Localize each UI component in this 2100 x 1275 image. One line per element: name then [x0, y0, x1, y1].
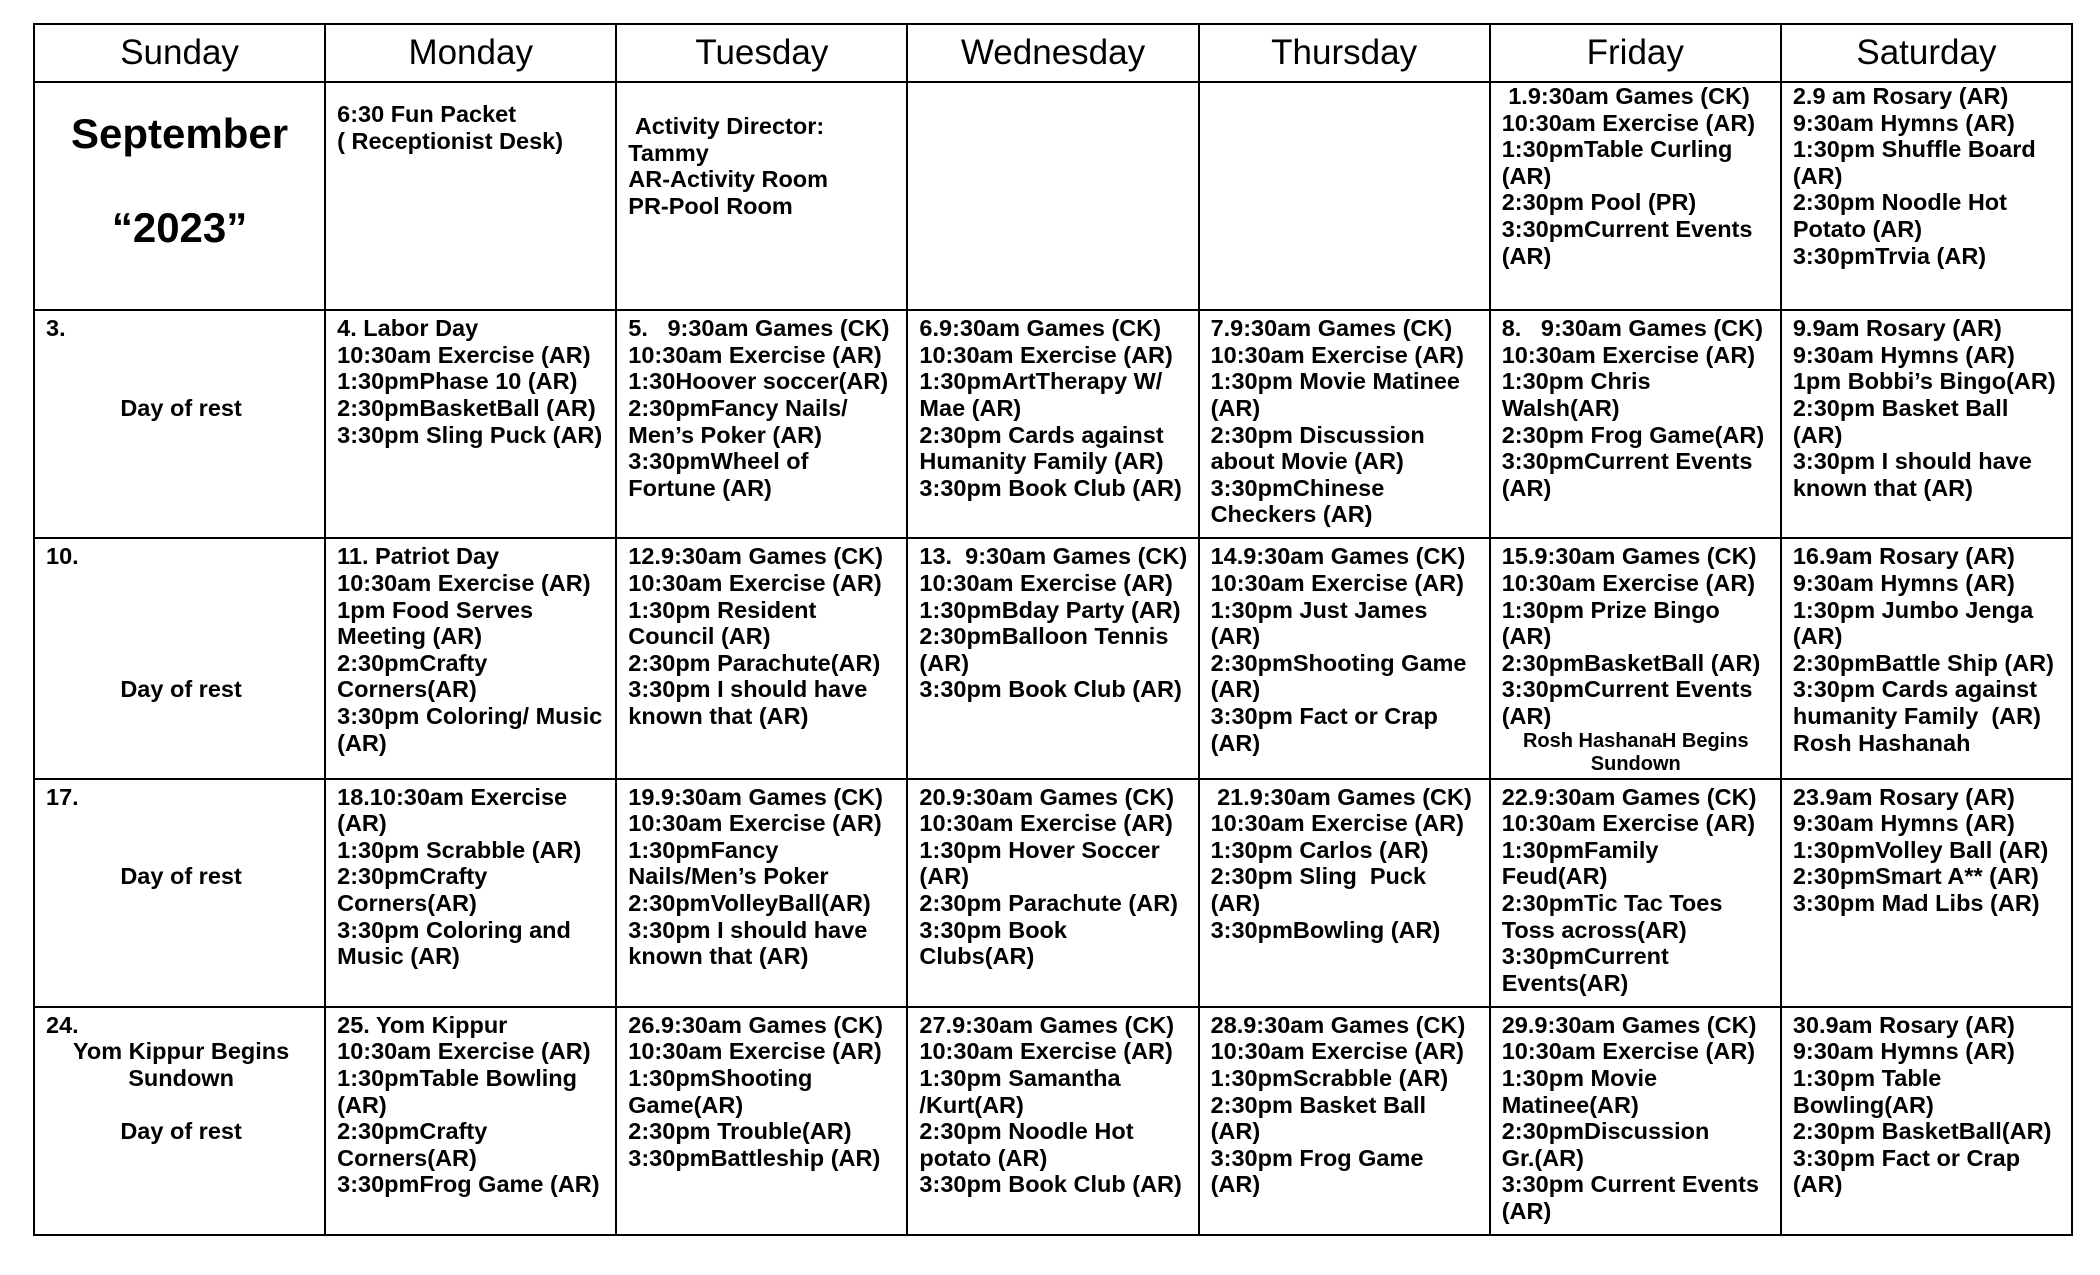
activity-line: 3:30pm I should have: [628, 916, 868, 943]
activity-line: 10:30am Exercise (AR): [919, 1038, 1173, 1065]
day-cell-content: [1200, 539, 1489, 756]
calendar-table: [33, 23, 2073, 1236]
day-cell-friday: [1490, 1007, 1781, 1235]
holiday-note: Sundown: [128, 1064, 234, 1091]
activity-line: 10:30am Exercise (AR): [337, 341, 591, 368]
header-wednesday: Wednesday: [907, 24, 1198, 82]
activity-line: (AR): [337, 1091, 387, 1118]
activity-line: 1:30pm Hover Soccer: [919, 836, 1160, 863]
day-cell-content: [617, 780, 906, 970]
day-cell-monday: [325, 538, 616, 778]
activity-line: 20.9:30am Games (CK): [919, 783, 1175, 810]
day-cell-content: [617, 311, 906, 501]
activity-line: 27.9:30am Games (CK): [919, 1011, 1175, 1038]
header-saturday: Saturday: [1781, 24, 2072, 82]
activity-line: 3:30pm Book Club (AR): [919, 676, 1182, 703]
holiday-note: Sundown: [1590, 752, 1681, 775]
activity-line: 10:30am Exercise (AR): [628, 1038, 882, 1065]
activity-line: 1:30Hoover soccer(AR): [628, 368, 889, 395]
day-cell-friday: [1490, 82, 1781, 310]
activity-line: Bowling(AR): [1792, 1091, 1934, 1118]
activity-line: 2:30pmCrafty: [337, 649, 488, 676]
activity-line: 30.9am Rosary (AR): [1792, 1011, 2015, 1038]
day-cell-content: [326, 83, 615, 154]
activity-line: 2:30pmCrafty: [337, 863, 488, 890]
activity-line: 1:30pm Resident: [628, 596, 817, 623]
activity-line: (AR): [1501, 623, 1552, 650]
activity-line: (AR): [337, 729, 387, 756]
day-cell-tuesday: [616, 1007, 907, 1235]
activity-line: 3:30pm Coloring and: [337, 916, 571, 943]
activity-line: 2:30pm Sling Puck (AR): [1210, 863, 1433, 916]
sunday-cell: [34, 779, 325, 1007]
day-cell-content: [1782, 83, 2071, 269]
activity-line: Gr.(AR): [1501, 1144, 1584, 1171]
activity-line: /Kurt(AR): [919, 1091, 1024, 1118]
day-cell-content: [1491, 539, 1780, 775]
day-cell-monday: [325, 1007, 616, 1235]
activity-line: (AR): [1501, 702, 1552, 729]
sunday-cell-content: [35, 780, 324, 1006]
activity-line: (AR): [1792, 162, 1843, 189]
activity-line: 10:30am Exercise (AR): [1501, 810, 1756, 837]
activity-line: Nails/Men’s Poker: [628, 863, 829, 890]
day-cell-tuesday: [616, 82, 907, 310]
activity-line: 1:30pm Movie Matinee: [1210, 368, 1460, 395]
header-monday: Monday: [325, 24, 616, 82]
activity-line: 9.9am Rosary (AR): [1792, 315, 2002, 342]
activity-line: 2:30pmVolleyBall(AR): [628, 889, 871, 916]
activity-line: 8. 9:30am Games (CK): [1501, 315, 1763, 342]
calendar-month-title: September: [71, 110, 289, 157]
activity-line: 2:30pm Discussion: [1210, 421, 1425, 448]
activity-line: (AR): [1792, 623, 1843, 650]
activity-line: 10:30am Exercise (AR): [1501, 109, 1756, 136]
activity-line: known that (AR): [1792, 474, 1973, 501]
activity-line: 2:30pmDiscussion: [1501, 1118, 1710, 1145]
day-cell-content: [1782, 780, 2071, 917]
day-cell-thursday: [1199, 538, 1490, 778]
day-cell-content: [1200, 1008, 1489, 1198]
activity-line: 1:30pmTable Bowling: [337, 1064, 577, 1091]
day-cell-friday: [1490, 538, 1781, 778]
day-cell-content: [326, 1008, 615, 1198]
activity-line: Meeting (AR): [337, 623, 483, 650]
activity-line: 9:30am Hymns (AR): [1792, 1038, 2015, 1065]
activity-line: 19.9:30am Games (CK): [628, 783, 883, 810]
activity-line: 10:30am Exercise (AR): [1210, 569, 1464, 596]
day-of-rest-label: Day of rest: [120, 1117, 242, 1144]
activity-line: Toss across(AR): [1501, 916, 1687, 943]
activity-line: 18.10:30am Exercise: [337, 783, 568, 810]
day-cell-friday: [1490, 779, 1781, 1007]
activity-line: Mae (AR): [919, 394, 1022, 421]
day-cell-tuesday: [616, 779, 907, 1007]
activity-line: 10:30am Exercise (AR): [628, 569, 882, 596]
activity-line: (AR): [919, 863, 970, 890]
activity-line: 2:30pm Frog Game(AR): [1501, 421, 1765, 448]
activity-line: 1:30pmFamily Feud(AR): [1501, 836, 1665, 890]
day-cell-content: [617, 1008, 906, 1172]
activity-line: PR-Pool Room: [628, 192, 793, 219]
day-cell-monday: [325, 82, 616, 310]
activity-line: 16.9am Rosary (AR): [1792, 543, 2015, 570]
activity-line: 1:30pm Carlos (AR): [1210, 836, 1429, 863]
day-cell-wednesday: [907, 538, 1198, 778]
activity-line: 2:30pm Pool (PR): [1501, 189, 1697, 216]
activity-line: 3:30pm Frog Game (AR): [1210, 1144, 1430, 1198]
activity-line: 2:30pmShooting Game: [1210, 649, 1467, 676]
activity-line: 2:30pmBasketBall (AR): [1501, 649, 1761, 676]
activity-line: 9:30am Hymns (AR): [1792, 569, 2015, 596]
activity-line: 23.9am Rosary (AR): [1792, 783, 2015, 810]
activity-line: 2:30pm Basket Ball (AR): [1210, 1091, 1433, 1145]
activity-line: 10:30am Exercise (AR): [1501, 569, 1756, 596]
activity-line: 10:30am Exercise (AR): [919, 810, 1173, 837]
activity-line: 4. Labor Day: [337, 315, 479, 342]
day-of-rest-label: Day of rest: [120, 675, 242, 702]
activity-line: Humanity Family (AR): [919, 448, 1164, 475]
activity-line: (AR): [1501, 162, 1552, 189]
day-cell-thursday: [1199, 779, 1490, 1007]
day-cell-content: [1782, 311, 2071, 501]
activity-line: 14.9:30am Games (CK): [1210, 543, 1466, 570]
activity-line: 1:30pmShooting: [628, 1064, 813, 1091]
day-cell-wednesday: [907, 779, 1198, 1007]
activity-line: 3:30pm Cards against: [1792, 676, 2038, 703]
activity-line: 1:30pm Movie: [1501, 1064, 1658, 1091]
activity-line: 2:30pmTic Tac Toes: [1501, 889, 1723, 916]
activity-line: 3:30pm I should have: [628, 676, 868, 703]
title-cell: [34, 82, 325, 310]
activity-line: 1:30pm Jumbo Jenga: [1792, 596, 2034, 623]
day-cell-content: [908, 1008, 1197, 1198]
header-friday: Friday: [1490, 24, 1781, 82]
activity-line: 1:30pmArtTherapy W/: [919, 368, 1163, 395]
activity-line: 29.9:30am Games (CK): [1501, 1011, 1757, 1038]
activity-line: 2:30pmBalloon Tennis: [919, 623, 1169, 650]
activity-line: 10:30am Exercise (AR): [1501, 1038, 1756, 1065]
day-number: 24.: [46, 1011, 79, 1038]
day-cell-monday: [325, 310, 616, 538]
activity-line: 13. 9:30am Games (CK): [919, 543, 1188, 570]
day-of-rest-label: Day of rest: [120, 394, 242, 421]
activity-line: 3:30pmFrog Game (AR): [337, 1171, 600, 1198]
activity-line: 2:30pm Parachute(AR): [628, 649, 881, 676]
activity-line: 9:30am Hymns (AR): [1792, 810, 2015, 837]
day-cell-content: [908, 539, 1197, 703]
activity-line: 3:30pm Coloring/ Music: [337, 702, 603, 729]
activity-line: 2:30pm Noodle Hot: [919, 1118, 1134, 1145]
activity-line: 26.9:30am Games (CK): [628, 1011, 883, 1038]
activity-line: Music (AR): [337, 943, 460, 970]
activity-line: 11. Patriot Day: [337, 543, 500, 570]
activity-line: 3:30pm Fact or Crap: [1792, 1144, 2021, 1171]
day-cell-wednesday: [907, 310, 1198, 538]
sunday-cell: [34, 538, 325, 778]
activity-line: 1:30pmScrabble (AR): [1210, 1064, 1449, 1091]
day-cell-content: [908, 311, 1197, 501]
activity-line: 3:30pmCurrent Events: [1501, 448, 1753, 475]
activity-line: 1:30pm Scrabble (AR): [337, 836, 582, 863]
activity-line: 3:30pm Current Events: [1501, 1171, 1759, 1198]
activity-line: Checkers (AR): [1210, 501, 1373, 528]
sunday-cell-content: [35, 1008, 324, 1234]
activity-line: (AR): [337, 810, 387, 837]
day-cell-content: [908, 780, 1197, 970]
activity-line: 2:30pm Noodle Hot: [1792, 189, 2007, 216]
day-cell-content: [1491, 311, 1780, 501]
activity-line: 3:30pm Sling Puck (AR): [337, 421, 603, 448]
activity-line: 7.9:30am Games (CK): [1210, 315, 1453, 342]
activity-line: 3:30pm Fact or Crap: [1210, 702, 1438, 729]
day-of-rest-label: Day of rest: [120, 863, 242, 890]
day-cell-saturday: [1781, 1007, 2072, 1235]
activity-line: 3:30pmCurrent Events: [1501, 215, 1753, 242]
activity-line: 5. 9:30am Games (CK): [628, 315, 890, 342]
sunday-cell: [34, 310, 325, 538]
day-cell-content: [1491, 1008, 1780, 1225]
activity-line: 1:30pm Chris: [1501, 368, 1651, 395]
activity-line: (AR): [1210, 394, 1261, 421]
day-cell-wednesday: [907, 82, 1198, 310]
day-cell-tuesday: [616, 310, 907, 538]
activity-line: (AR): [1210, 676, 1261, 703]
day-cell-content: [1200, 780, 1489, 944]
day-cell-saturday: [1781, 310, 2072, 538]
activity-line: 2:30pmSmart A** (AR): [1792, 863, 2039, 890]
day-cell-content: [1782, 1008, 2071, 1198]
calendar-year-title: “2023”: [111, 204, 248, 251]
activity-line: 25. Yom Kippur: [337, 1011, 508, 1038]
sunday-cell: [34, 1007, 325, 1235]
activity-line: 1:30pm Shuffle Board: [1792, 136, 2036, 163]
day-cell-wednesday: [907, 1007, 1198, 1235]
activity-line: (AR): [1501, 242, 1552, 269]
activity-line: 2:30pmCrafty: [337, 1118, 488, 1145]
activity-line: Corners(AR): [337, 889, 477, 916]
activity-line: 1:30pm Samantha: [919, 1064, 1121, 1091]
activity-line: about Movie (AR): [1210, 448, 1404, 475]
header-sunday: Sunday: [34, 24, 325, 82]
activity-line: 10:30am Exercise (AR): [337, 569, 591, 596]
activity-line: ( Receptionist Desk): [337, 127, 564, 154]
sunday-cell-content: [35, 311, 324, 537]
day-cell-monday: [325, 779, 616, 1007]
activity-line: 2:30pm Basket Ball (AR): [1792, 394, 2015, 448]
week-row-3: [34, 538, 2072, 778]
activity-line: Rosh Hashanah: [1792, 729, 1971, 756]
activity-line: 2:30pm Trouble(AR): [628, 1118, 852, 1145]
activity-line: Potato (AR): [1792, 215, 1923, 242]
activity-line: Activity Director:: [628, 113, 825, 139]
day-cell-saturday: [1781, 538, 2072, 778]
activity-line: 28.9:30am Games (CK): [1210, 1011, 1466, 1038]
activity-line: 3:30pm Book Club (AR): [919, 474, 1182, 501]
day-cell-content: [326, 539, 615, 756]
day-number: 10.: [46, 543, 79, 570]
header-thursday: Thursday: [1199, 24, 1490, 82]
activity-line: 1:30pm Prize Bingo: [1501, 596, 1720, 623]
activity-line: Events(AR): [1501, 969, 1629, 996]
activity-line: 10:30am Exercise (AR): [1210, 1038, 1464, 1065]
activity-line: (AR): [1210, 729, 1261, 756]
activity-line: 1:30pmBday Party (AR): [919, 596, 1181, 623]
activity-line: 3:30pmCurrent: [1501, 943, 1669, 970]
day-cell-content: [617, 83, 906, 219]
week-row-2: [34, 310, 2072, 538]
activity-line: 1:30pmTable Curling: [1501, 136, 1733, 163]
day-cell-saturday: [1781, 82, 2072, 310]
activity-line: 2.9 am Rosary (AR): [1792, 83, 2009, 109]
activity-line: (AR): [1792, 1171, 1843, 1198]
activity-line: potato (AR): [919, 1144, 1048, 1171]
activity-line: 2:30pm Parachute (AR): [919, 889, 1178, 916]
activity-line: 1:30pm Table: [1792, 1064, 1942, 1091]
day-number: 17.: [46, 783, 79, 810]
holiday-note: Rosh HashanaH Begins: [1522, 729, 1749, 752]
activity-line: (AR): [919, 649, 970, 676]
header-tuesday: Tuesday: [616, 24, 907, 82]
activity-line: known that (AR): [628, 702, 809, 729]
day-cell-content: [1491, 83, 1780, 269]
activity-line: 2:30pmBasketBall (AR): [337, 394, 596, 421]
activity-line: Corners(AR): [337, 676, 477, 703]
day-cell-content: [617, 539, 906, 729]
activity-line: 3:30pm I should have: [1792, 448, 2032, 475]
activity-line: 3:30pmBowling (AR): [1210, 916, 1441, 943]
activity-line: 2:30pmFancy Nails/: [628, 394, 848, 421]
weekday-header-row: [34, 24, 2072, 82]
day-cell-content: [1782, 539, 2071, 756]
day-cell-tuesday: [616, 538, 907, 778]
day-cell-saturday: [1781, 779, 2072, 1007]
activity-line: 10:30am Exercise (AR): [1210, 810, 1464, 837]
activity-line: Matinee(AR): [1501, 1091, 1639, 1118]
activity-line: 15.9:30am Games (CK): [1501, 543, 1757, 570]
activity-line: 2:30pmBattle Ship (AR): [1792, 649, 2054, 676]
day-cell-content: [1491, 780, 1780, 997]
activity-line: 10:30am Exercise (AR): [337, 1038, 591, 1065]
activity-line: AR-Activity Room: [628, 166, 829, 193]
activity-line: 3:30pmWheel of: [628, 448, 809, 475]
week-row-5: [34, 1007, 2072, 1235]
activity-line: 10:30am Exercise (AR): [1501, 341, 1756, 368]
day-cell-friday: [1490, 310, 1781, 538]
activity-line: 10:30am Exercise (AR): [628, 810, 882, 837]
activity-line: 1.9:30am Games (CK): [1501, 83, 1750, 109]
day-cell-content: [1200, 311, 1489, 528]
activity-line: 10:30am Exercise (AR): [628, 341, 882, 368]
activity-line: 2:30pm BasketBall(AR): [1792, 1118, 2052, 1145]
activity-line: 1:30pmVolley Ball (AR): [1792, 836, 2049, 863]
activity-line: 2:30pm Cards against: [919, 421, 1164, 448]
activity-line: 12.9:30am Games (CK): [628, 543, 883, 570]
day-cell-thursday: [1199, 82, 1490, 310]
activity-line: 1:30pm Just James (AR): [1210, 596, 1434, 650]
day-cell-content: [326, 311, 615, 448]
activity-line: 10:30am Exercise (AR): [919, 569, 1173, 596]
day-number: 3.: [46, 315, 66, 342]
sunday-cell-content: [35, 539, 324, 777]
activity-line: 6.9:30am Games (CK): [919, 315, 1162, 342]
holiday-note: Yom Kippur Begins: [72, 1038, 290, 1065]
activity-line: humanity Family (AR): [1792, 702, 2041, 729]
activity-line: 10:30am Exercise (AR): [1210, 341, 1464, 368]
activity-line: 21.9:30am Games (CK): [1210, 783, 1472, 810]
activity-line: 1:30pmPhase 10 (AR): [337, 368, 578, 395]
activity-line: (AR): [1501, 1197, 1552, 1224]
activity-line: Corners(AR): [337, 1144, 477, 1171]
activity-line: Council (AR): [628, 623, 771, 650]
activity-line: 3:30pm Book Clubs(AR): [919, 916, 1074, 970]
activity-line: 22.9:30am Games (CK): [1501, 783, 1757, 810]
activity-line: 9:30am Hymns (AR): [1792, 109, 2015, 136]
week-row-1: [34, 82, 2072, 310]
week-row-4: [34, 779, 2072, 1007]
day-cell-thursday: [1199, 1007, 1490, 1235]
activity-line: known that (AR): [628, 943, 809, 970]
day-cell-content: [326, 780, 615, 970]
activity-line: 1pm Food Serves: [337, 596, 534, 623]
activity-line: 6:30 Fun Packet: [337, 101, 517, 127]
activity-line: 3:30pmChinese: [1210, 474, 1385, 501]
day-cell-thursday: [1199, 310, 1490, 538]
activity-line: 9:30am Hymns (AR): [1792, 341, 2015, 368]
activity-line: 3:30pm Book Club (AR): [919, 1171, 1182, 1198]
activity-line: Walsh(AR): [1501, 394, 1620, 421]
activity-line: (AR): [1501, 474, 1552, 501]
activity-line: 3:30pmCurrent Events: [1501, 676, 1753, 703]
activity-line: 3:30pm Mad Libs (AR): [1792, 889, 2040, 916]
activity-line: 3:30pmTrvia (AR): [1792, 242, 1987, 269]
activity-line: 1:30pmFancy: [628, 836, 779, 863]
activity-line: Fortune (AR): [628, 474, 772, 501]
activity-line: Game(AR): [628, 1091, 744, 1118]
activity-line: 1pm Bobbi’s Bingo(AR): [1792, 368, 2056, 395]
activity-line: 10:30am Exercise (AR): [919, 341, 1173, 368]
activity-line: Tammy: [628, 139, 709, 166]
activity-line: Men’s Poker (AR): [628, 421, 822, 448]
activity-line: 3:30pmBattleship (AR): [628, 1144, 881, 1171]
